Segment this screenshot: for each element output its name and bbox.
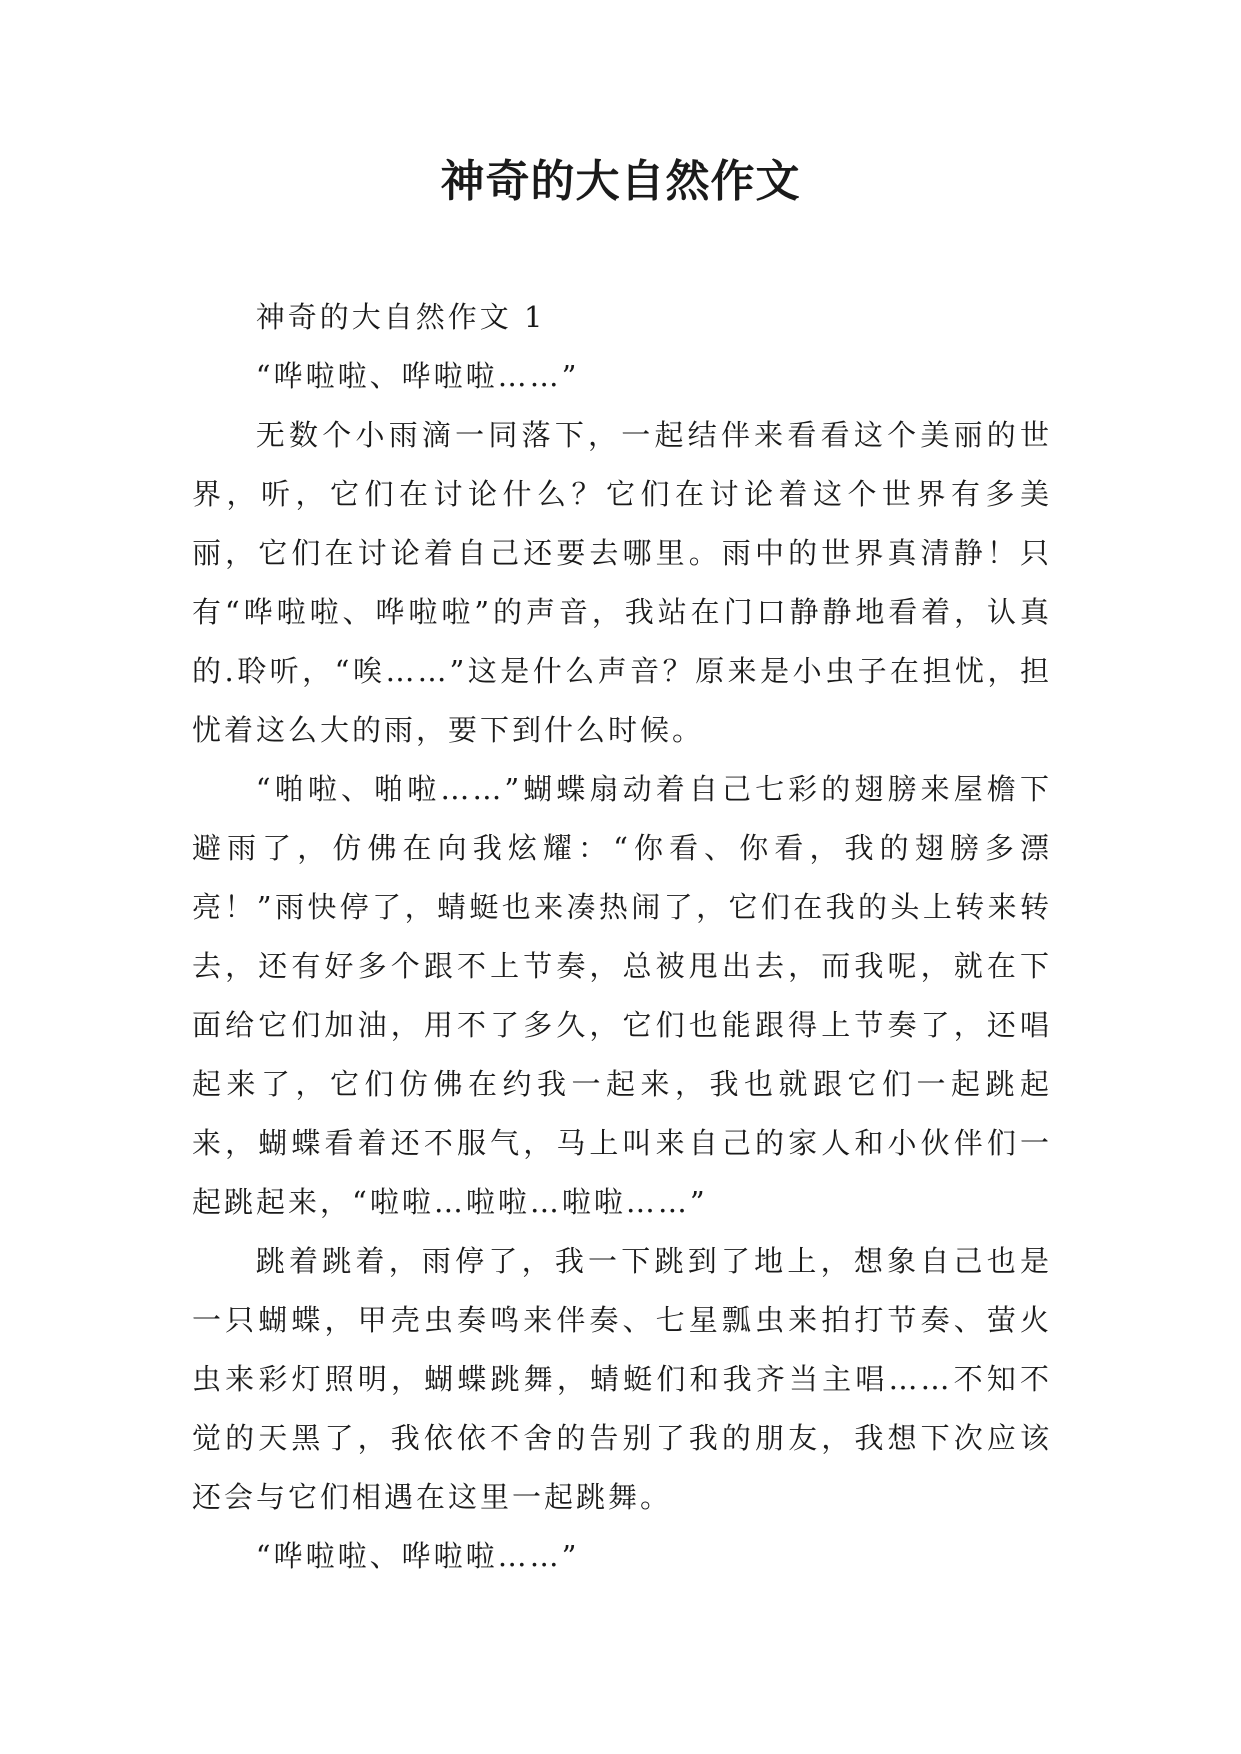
paragraph: “哗啦啦、哗啦啦……” bbox=[255, 359, 580, 393]
paragraph: “哗啦啦、哗啦啦……” bbox=[255, 1539, 580, 1573]
paragraph: 无数个小雨滴一同落下，一起结伴来看看这个美丽的世界，听，它们在讨论什么？它们在讨论着这个世界有多美丽，它们在讨论着自己还要去哪里。雨中的世界真清静！只有“哗啦啦、哗啦啦”的声音，我站在门口静静地看着，认真的.聆听，“唉……”这是什么声音？原来是小虫子在担忧，担忧着这么大的雨，要下到什么时候。 bbox=[192, 418, 1052, 747]
document-title: 神奇的大自然作文 bbox=[440, 156, 801, 207]
paragraph: “啪啦、啪啦……”蝴蝶扇动着自己七彩的翅膀来屋檐下避雨了，仿佛在向我炫耀：“你看、你看，我的翅膀多漂亮！”雨快停了，蜻蜓也来凑热闹了，它们在我的头上转来转去，还有好多个跟不上节奏，总被甩出去，而我呢，就在下面给它们加油，用不了多久，它们也能跟得上节奏了，还唱起来了，它们仿佛在约我一起来，我也就跟它们一起跳起来，蝴蝶看着还不服气，马上叫来自己的家人和小伙伴们一起跳起来，“啦啦…啦啦…啦啦……” bbox=[192, 772, 1052, 1219]
paragraph: 跳着跳着，雨停了，我一下跳到了地上，想象自己也是一只蝴蝶，甲壳虫奏鸣来伴奏、七星瓢虫来拍打节奏、萤火虫来彩灯照明，蝴蝶跳舞，蜻蜓们和我齐当主唱……不知不觉的天黑了，我依依不舍的告别了我的朋友，我想下次应该还会与它们相遇在这里一起跳舞。 bbox=[192, 1244, 1052, 1514]
section-heading: 神奇的大自然作文 1 bbox=[255, 300, 546, 334]
document-body bbox=[192, 288, 1052, 1586]
